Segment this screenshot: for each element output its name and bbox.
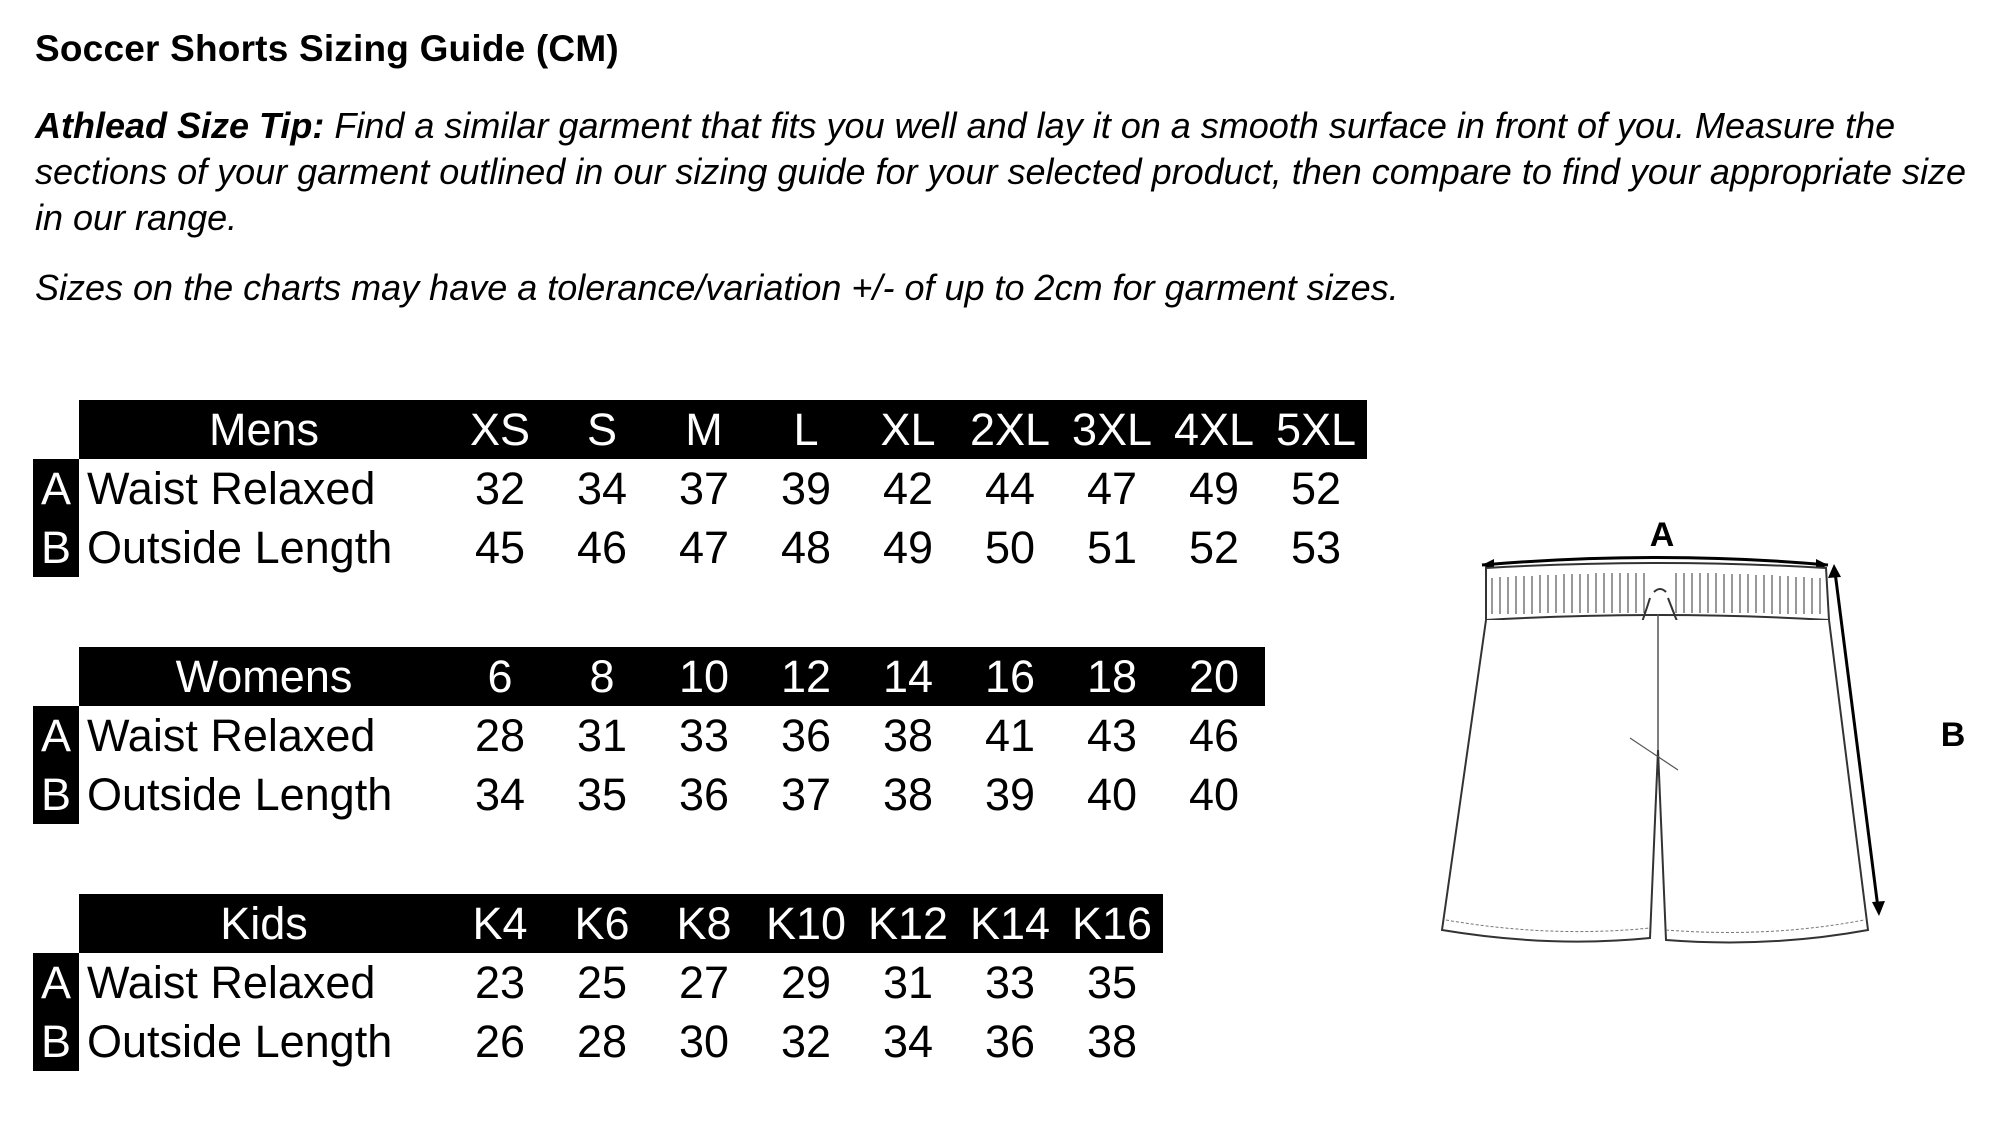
table-cell: 46 xyxy=(1188,709,1240,761)
table-row xyxy=(33,953,1163,1012)
table-cell: 43 xyxy=(1086,709,1138,761)
size-header: L xyxy=(793,403,819,455)
shorts-diagram-icon xyxy=(1410,510,2000,980)
table-cell: 38 xyxy=(1086,1015,1138,1067)
size-header: K4 xyxy=(472,897,528,949)
table-cell: 52 xyxy=(1290,462,1342,514)
table-cell: 36 xyxy=(678,768,730,820)
row-label: Waist Relaxed xyxy=(87,956,376,1008)
row-label: Outside Length xyxy=(87,521,393,573)
table-cell: 50 xyxy=(984,521,1036,573)
table-cell: 49 xyxy=(1188,462,1240,514)
table-cell: 26 xyxy=(474,1015,526,1067)
size-header: K8 xyxy=(676,897,732,949)
size-header: XL xyxy=(880,403,936,455)
size-header: K10 xyxy=(765,897,847,949)
size-header: 4XL xyxy=(1173,403,1255,455)
table-header-label: Womens xyxy=(175,650,353,702)
table-cell: 25 xyxy=(576,956,628,1008)
table-row xyxy=(33,1012,1163,1071)
label-a: A xyxy=(1649,516,1675,554)
size-header: XS xyxy=(469,403,531,455)
table-cell: 36 xyxy=(780,709,832,761)
size-header: K16 xyxy=(1071,897,1153,949)
measure-letter: A xyxy=(33,706,79,765)
label-b: B xyxy=(1940,716,1966,754)
table-row xyxy=(33,518,1367,577)
size-header: S xyxy=(586,403,617,455)
size-header: 18 xyxy=(1086,650,1138,702)
table-header xyxy=(79,400,1367,459)
table-cell: 51 xyxy=(1086,521,1138,573)
table-cell: 52 xyxy=(1188,521,1240,573)
table-cell: 34 xyxy=(882,1015,934,1067)
page-title: Soccer Shorts Sizing Guide (CM) xyxy=(35,28,619,69)
table-cell: 41 xyxy=(984,709,1036,761)
size-header: K14 xyxy=(969,897,1051,949)
measure-letter: A xyxy=(33,953,79,1012)
table-cell: 28 xyxy=(576,1015,628,1067)
table-cell: 39 xyxy=(984,768,1036,820)
size-header: 6 xyxy=(487,650,513,702)
table-cell: 49 xyxy=(882,521,934,573)
table-cell: 37 xyxy=(780,768,832,820)
table-cell: 33 xyxy=(678,709,730,761)
size-tip xyxy=(35,103,1985,241)
size-header: 10 xyxy=(678,650,730,702)
table-cell: 28 xyxy=(474,709,526,761)
shorts-diagram xyxy=(1410,510,2000,985)
table-cell: 44 xyxy=(984,462,1036,514)
table-cell: 36 xyxy=(984,1015,1036,1067)
size-header: K12 xyxy=(867,897,949,949)
table-row xyxy=(33,459,1367,518)
row-label: Outside Length xyxy=(87,1015,393,1067)
table-cell: 47 xyxy=(678,521,730,573)
table-header-label: Mens xyxy=(208,403,320,455)
measure-letter: B xyxy=(33,518,79,577)
table-cell: 42 xyxy=(882,462,934,514)
size-header: 2XL xyxy=(969,403,1051,455)
size-header: 16 xyxy=(984,650,1036,702)
row-label: Waist Relaxed xyxy=(87,709,376,761)
table-cell: 48 xyxy=(780,521,832,573)
table-cell: 39 xyxy=(780,462,832,514)
mens-size-table xyxy=(33,400,1367,577)
size-header: M xyxy=(685,403,723,455)
measure-letter: A xyxy=(33,459,79,518)
table-cell: 31 xyxy=(882,956,934,1008)
row-label: Outside Length xyxy=(87,768,393,820)
size-tip-text: Find a similar garment that fits you well and lay it on a smooth surface in front of you. Measure the sections of your garment outlined in our sizing guide for your selected product, then compare to find your appropriate size in our range. xyxy=(35,105,1967,238)
table-cell: 47 xyxy=(1086,462,1138,514)
table-header xyxy=(79,647,1265,706)
tolerance-note: Sizes on the charts may have a tolerance/variation +/- of up to 2cm for garment sizes. xyxy=(35,267,1399,308)
table-cell: 31 xyxy=(576,709,628,761)
table-cell: 37 xyxy=(678,462,730,514)
row-label: Waist Relaxed xyxy=(87,462,376,514)
table-cell: 35 xyxy=(576,768,628,820)
table-cell: 34 xyxy=(474,768,526,820)
table-cell: 34 xyxy=(576,462,628,514)
table-cell: 53 xyxy=(1290,521,1342,573)
measure-letter: B xyxy=(33,1012,79,1071)
table-cell: 30 xyxy=(678,1015,730,1067)
table-cell: 33 xyxy=(984,956,1036,1008)
size-tip-label: Athlead Size Tip: xyxy=(35,105,325,146)
size-header: 12 xyxy=(780,650,832,702)
size-header: 8 xyxy=(589,650,615,702)
size-header: 14 xyxy=(882,650,934,702)
table-cell: 38 xyxy=(882,709,934,761)
size-header: 5XL xyxy=(1275,403,1357,455)
table-cell: 40 xyxy=(1188,768,1240,820)
size-header: 3XL xyxy=(1071,403,1153,455)
table-header-label: Kids xyxy=(220,897,308,949)
table-cell: 32 xyxy=(780,1015,832,1067)
table-cell: 29 xyxy=(780,956,832,1008)
table-row xyxy=(33,765,1265,824)
table-cell: 45 xyxy=(474,521,526,573)
kids-size-table xyxy=(33,894,1163,1071)
table-cell: 46 xyxy=(576,521,628,573)
table-header xyxy=(79,894,1163,953)
size-header: K6 xyxy=(574,897,630,949)
table-cell: 23 xyxy=(474,956,526,1008)
table-cell: 35 xyxy=(1086,956,1138,1008)
table-cell: 38 xyxy=(882,768,934,820)
table-row xyxy=(33,706,1265,765)
table-cell: 32 xyxy=(474,462,526,514)
table-cell: 40 xyxy=(1086,768,1138,820)
table-cell: 27 xyxy=(678,956,730,1008)
size-header: 20 xyxy=(1188,650,1240,702)
womens-size-table xyxy=(33,647,1265,824)
measure-letter: B xyxy=(33,765,79,824)
